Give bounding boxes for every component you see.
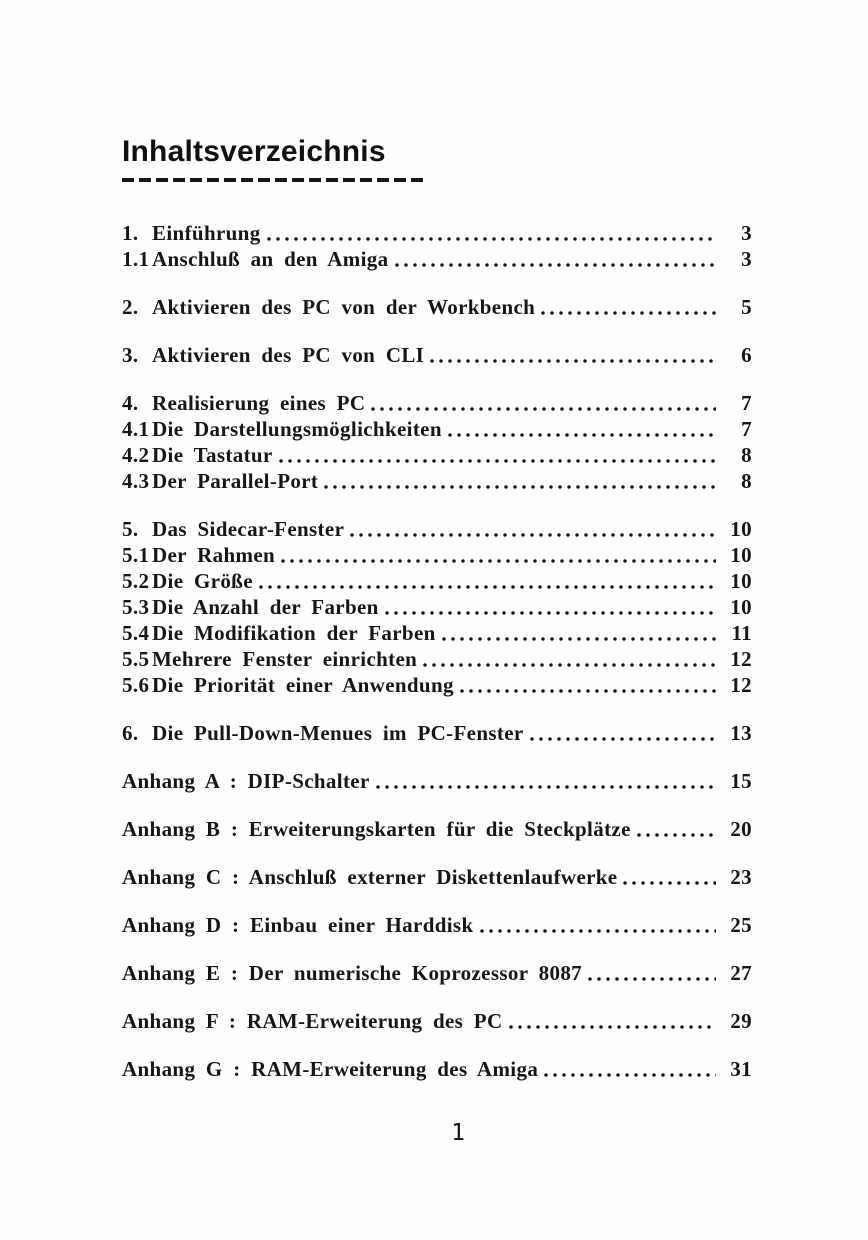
toc-entry-label: Anschluß an den Amiga [152, 247, 389, 271]
toc-entry-label: Die Größe [152, 569, 253, 593]
toc-entry [122, 342, 752, 368]
toc-leader-dots [509, 1025, 717, 1029]
toc-entry-label: Anhang G : RAM-Erweiterung des Amiga [122, 1057, 539, 1081]
toc-entry-page: 3 [741, 247, 752, 271]
toc-entry-label: Das Sidecar-Fenster [152, 517, 345, 541]
toc-group [122, 1008, 752, 1034]
toc-entry-label: Anhang A : DIP-Schalter [122, 769, 370, 793]
toc-entry [122, 390, 752, 416]
toc-leader-dots [281, 559, 716, 563]
toc-leader-dots [350, 533, 716, 537]
toc-entry-label: Anhang F : RAM-Erweiterung des PC [122, 1009, 503, 1033]
toc-entry-label: Der Parallel-Port [152, 469, 319, 493]
toc-entry-page: 13 [730, 721, 752, 745]
toc-entry [122, 620, 752, 646]
toc-entry [122, 960, 752, 986]
toc-group [122, 912, 752, 938]
toc-leader-dots [430, 359, 716, 363]
toc-entry-number: 5.5 [122, 647, 150, 671]
toc-entry-page: 20 [730, 817, 752, 841]
toc-entry-page: 31 [730, 1057, 752, 1081]
toc-entry [122, 768, 752, 794]
toc-entry-number: 6. [122, 721, 139, 745]
toc-entry-label: Die Modifikation der Farben [152, 621, 436, 645]
toc-entry [122, 646, 752, 672]
toc-group [122, 342, 752, 368]
toc-entry [122, 864, 752, 890]
toc-entry-label: Die Anzahl der Farben [152, 595, 379, 619]
toc-entry [122, 294, 752, 320]
toc-entry-label: Die Tastatur [152, 443, 273, 467]
toc-group [122, 220, 752, 272]
toc-leader-dots [395, 263, 716, 267]
page-title: Inhaltsverzeichnis [122, 135, 386, 168]
toc-entry-label: Aktivieren des PC von CLI [152, 343, 425, 367]
toc-entry-label: Anhang D : Einbau einer Harddisk [122, 913, 474, 937]
toc-entry [122, 912, 752, 938]
toc-group [122, 720, 752, 746]
toc-group [122, 960, 752, 986]
toc-entry-number: 4. [122, 391, 139, 415]
toc-entry [122, 816, 752, 842]
toc-entry [122, 246, 752, 272]
toc-entry-number: 5.3 [122, 595, 150, 619]
toc-leader-dots [267, 237, 716, 241]
toc-leader-dots [480, 929, 717, 933]
toc-entry-page: 7 [741, 391, 752, 415]
toc-entry [122, 542, 752, 568]
toc-entry [122, 442, 752, 468]
toc-entry-label: Anhang E : Der numerische Koprozessor 8087 [122, 961, 583, 985]
toc-group [122, 294, 752, 320]
toc-entry-number: 5.6 [122, 673, 150, 697]
toc-entry-page: 8 [741, 469, 752, 493]
toc-entry-label: Die Darstellungsmöglichkeiten [152, 417, 442, 441]
toc-entry-label: Einführung [152, 221, 261, 245]
toc-list [122, 220, 752, 1082]
toc-entry-number: 3. [122, 343, 139, 367]
toc-leader-dots [279, 459, 716, 463]
toc-entry-page: 10 [730, 569, 752, 593]
toc-entry [122, 416, 752, 442]
toc-entry [122, 672, 752, 698]
toc-group [122, 816, 752, 842]
toc-entry-page: 15 [730, 769, 752, 793]
toc-entry-page: 11 [731, 621, 752, 645]
page-content [122, 0, 752, 1146]
toc-group [122, 768, 752, 794]
toc-entry-number: 2. [122, 295, 139, 319]
toc-entry-page: 3 [741, 221, 752, 245]
toc-leader-dots [259, 585, 716, 589]
toc-group [122, 390, 752, 494]
toc-entry-page: 12 [730, 647, 752, 671]
toc-leader-dots [637, 833, 716, 837]
toc-entry [122, 220, 752, 246]
toc-entry-page: 29 [730, 1009, 752, 1033]
toc-leader-dots [588, 977, 716, 981]
page-number: 1 [451, 1120, 465, 1146]
toc-leader-dots [324, 485, 716, 489]
toc-group [122, 1056, 752, 1082]
toc-leader-dots [623, 881, 716, 885]
toc-leader-dots [442, 637, 716, 641]
toc-entry-page: 23 [730, 865, 752, 889]
toc-entry-page: 6 [741, 343, 752, 367]
toc-entry-page: 12 [730, 673, 752, 697]
toc-leader-dots [448, 433, 716, 437]
toc-entry-label: Realisierung eines PC [152, 391, 366, 415]
toc-entry-number: 5.1 [122, 543, 150, 567]
toc-entry-number: 4.1 [122, 417, 150, 441]
toc-entry-page: 27 [730, 961, 752, 985]
toc-entry-number: 5.4 [122, 621, 150, 645]
toc-entry-number: 4.3 [122, 469, 150, 493]
toc-leader-dots [541, 311, 716, 315]
toc-leader-dots [530, 737, 716, 741]
toc-entry-label: Aktivieren des PC von der Workbench [152, 295, 536, 319]
toc-entry [122, 468, 752, 494]
toc-entry-page: 10 [730, 595, 752, 619]
toc-entry-page: 8 [741, 443, 752, 467]
toc-entry [122, 568, 752, 594]
toc-entry-label: Die Priorität einer Anwendung [152, 673, 454, 697]
toc-leader-dots [423, 663, 716, 667]
toc-entry-label: Der Rahmen [152, 543, 276, 567]
toc-group [122, 864, 752, 890]
toc-entry-page: 25 [730, 913, 752, 937]
toc-entry-number: 1.1 [122, 247, 150, 271]
toc-entry-label: Anhang C : Anschluß externer Diskettenlaufwerke [122, 865, 618, 889]
toc-entry-label: Die Pull-Down-Menues im PC-Fenster [152, 721, 524, 745]
toc-entry-number: 4.2 [122, 443, 150, 467]
toc-entry [122, 594, 752, 620]
toc-entry-number: 5. [122, 517, 139, 541]
title-underline [122, 178, 428, 182]
toc-entry [122, 1008, 752, 1034]
toc-leader-dots [385, 611, 716, 615]
toc-entry-label: Mehrere Fenster einrichten [152, 647, 418, 671]
toc-entry-page: 7 [741, 417, 752, 441]
toc-leader-dots [544, 1073, 716, 1077]
toc-entry-label: Anhang B : Erweiterungskarten für die Steckplätze [122, 817, 631, 841]
toc-entry-page: 10 [730, 517, 752, 541]
toc-entry-number: 5.2 [122, 569, 150, 593]
toc-entry [122, 1056, 752, 1082]
toc-entry-page: 10 [730, 543, 752, 567]
toc-group [122, 516, 752, 698]
toc-entry-page: 5 [741, 295, 752, 319]
toc-leader-dots [376, 785, 716, 789]
toc-entry-number: 1. [122, 221, 139, 245]
toc-leader-dots [371, 407, 716, 411]
toc-leader-dots [460, 689, 716, 693]
toc-entry [122, 516, 752, 542]
toc-entry [122, 720, 752, 746]
